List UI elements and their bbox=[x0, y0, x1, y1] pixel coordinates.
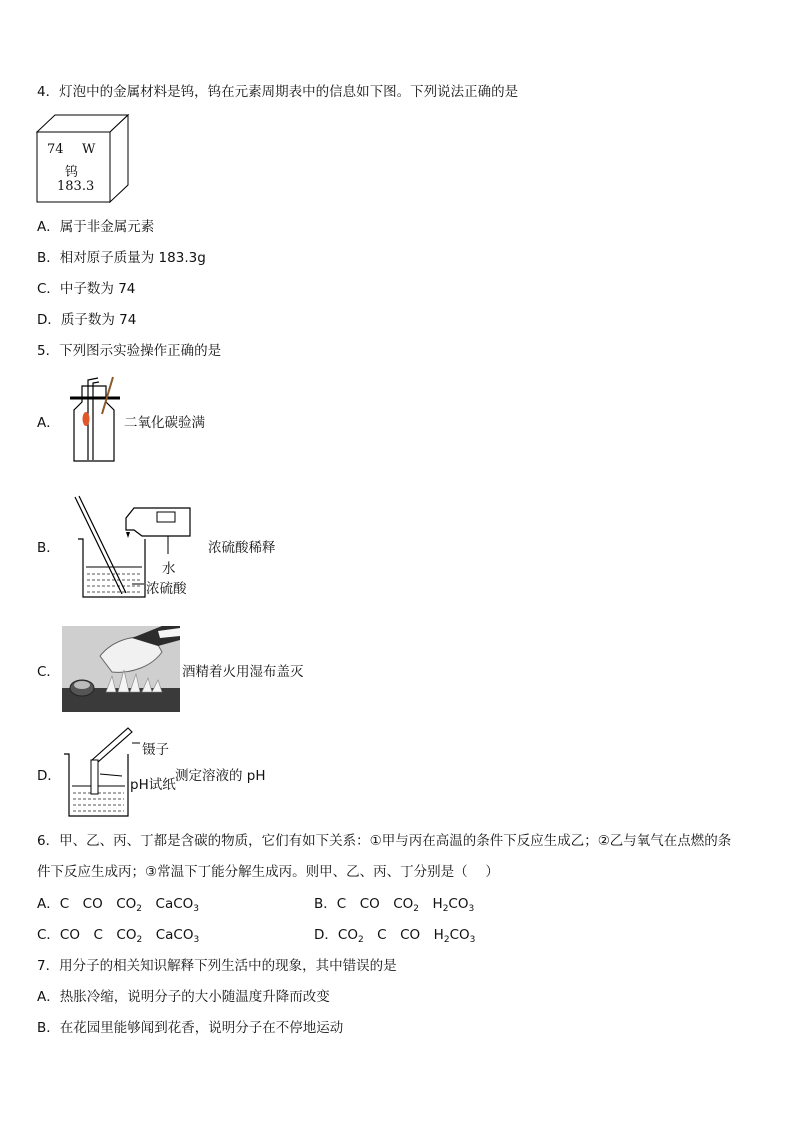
q4-option-c: C．中子数为 74 bbox=[37, 281, 136, 297]
q6-option-c: C．CO C $CO_2$ CaCO$_3$ bbox=[37, 927, 200, 945]
q5-option-c-caption: 酒精着火用湿布盖灭 bbox=[182, 664, 304, 680]
ph-paper-label: pH试纸 bbox=[130, 777, 176, 793]
wet-cloth-photo bbox=[62, 626, 180, 712]
co2-test-figure bbox=[66, 374, 126, 464]
q5-stem: 5．下列图示实验操作正确的是 bbox=[37, 343, 222, 359]
q5-option-a-caption: 二氧化碳验满 bbox=[124, 415, 205, 431]
acid-label: 浓硫酸 bbox=[146, 581, 187, 597]
element-name: 钨 bbox=[65, 165, 79, 180]
q4-stem: 4．灯泡中的金属材料是钨，钨在元素周期表中的信息如下图。下列说法正确的是 bbox=[37, 84, 519, 100]
water-label: 水 bbox=[162, 561, 176, 577]
q4-option-b: B．相对原子质量为 183.3g bbox=[37, 250, 206, 266]
q6-option-b: B．C CO $CO_2$ $H_2CO_3$ bbox=[314, 896, 475, 914]
element-number: 74 bbox=[47, 142, 64, 157]
q7-option-b: B．在花园里能够闻到花香，说明分子在不停地运动 bbox=[37, 1020, 344, 1036]
q5-option-b-letter: B． bbox=[37, 540, 60, 556]
q7-option-a: A．热胀冷缩，说明分子的大小随温度升降而改变 bbox=[37, 989, 330, 1005]
q5-option-d-letter: D． bbox=[37, 768, 61, 784]
q7-stem: 7．用分子的相关知识解释下列生活中的现象，其中错误的是 bbox=[37, 958, 397, 974]
tweezers-label: 镊子 bbox=[142, 742, 169, 758]
q4-option-d: D．质子数为 74 bbox=[37, 312, 137, 328]
element-symbol: W bbox=[82, 142, 96, 157]
element-mass: 183.3 bbox=[57, 179, 95, 194]
q6-option-a: A．C CO $CO_2$ CaCO$_3$ bbox=[37, 896, 200, 914]
q5-option-a-letter: A． bbox=[37, 415, 60, 431]
q4-option-a: A．属于非金属元素 bbox=[37, 219, 155, 235]
q5-option-c-letter: C． bbox=[37, 664, 60, 680]
q6-option-d: D．$CO_2$ C CO $H_2CO_3$ bbox=[314, 927, 476, 945]
q6-stem-line2: 件下反应生成丙；③常温下丁能分解生成丙。则甲、乙、丙、丁分别是（ ） bbox=[37, 864, 499, 880]
q5-option-d-caption: 测定溶液的 pH bbox=[175, 768, 266, 784]
q6-stem-line1: 6．甲、乙、丙、丁都是含碳的物质，它们有如下关系：①甲与丙在高温的条件下反应生成乙；②乙与氧气在点燃的条 bbox=[37, 833, 732, 849]
q5-option-b-caption: 浓硫酸稀释 bbox=[208, 540, 276, 556]
